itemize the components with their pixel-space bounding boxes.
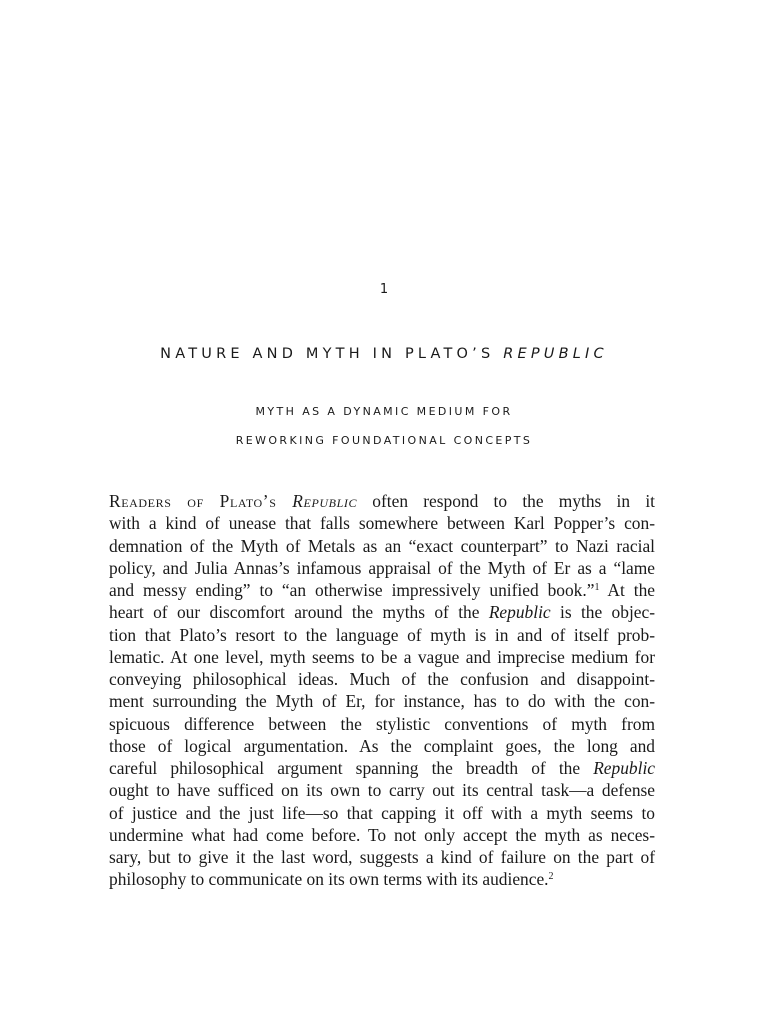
paragraph-line: of justice and the just life—so that capping it off with a myth seems to [109,802,655,823]
footnote-marker: 2 [548,871,554,883]
paragraph-line: conveying philosophical ideas. Much of the confusion and disappoint- [109,669,655,689]
chapter-title [0,344,768,364]
paragraph-line: those of logical argumentation. As the complaint goes, the long and [109,735,655,756]
paragraph-line: with a kind of unease that falls somewhere between Karl Popper’s con- [109,513,655,534]
italic-text: Republic [593,758,655,778]
paragraph-line: undermine what had come before. To not only accept the myth as neces- [109,824,655,845]
paragraph-line [109,868,655,890]
footnote-marker: 1 [594,582,600,593]
body-paragraph [109,490,655,891]
opening-smallcaps-italic: Republic [292,491,358,511]
paragraph-line [109,490,655,512]
line-text: often respond to the myths in it [357,491,655,511]
paragraph-line: policy, and Julia Annas’s infamous appraisal of the Myth of Er as a “lame [109,557,655,578]
paragraph-line: ment surrounding the Myth of Er, for instance, has to do with the con- [109,691,655,712]
line-text: philosophy to communicate on its own terms with its audience. [109,869,549,890]
paragraph-line: spicuous difference between the stylistic conventions of myth from [109,713,655,734]
chapter-title-italic: REPUBLIC [503,346,608,362]
paragraph-line: tion that Plato’s resort to the language of myth is in and of itself prob- [109,624,655,645]
chapter-number: 1 [379,282,389,297]
line-text: heart of our discomfort around the myths of the [109,602,489,623]
line-text: At the [599,580,655,600]
line-text: and messy ending” to “an otherwise impressively unified book.” [109,580,595,600]
chapter-subtitle-line-2: REWORKING FOUNDATIONAL CONCEPTS [235,434,533,447]
paragraph-line: ought to have sufficed on its own to carry out its central task—a defense [109,780,655,801]
chapter-subtitle-line-1: MYTH AS A DYNAMIC MEDIUM FOR [255,405,513,418]
opening-smallcaps: Readers of Plato’s [109,491,293,511]
paragraph-line: lematic. At one level, myth seems to be a vague and imprecise medium for [109,646,655,667]
line-text: careful philosophical argument spanning the breadth of the [109,758,594,778]
paragraph-line [109,601,655,623]
paragraph-line [109,579,655,601]
paragraph-line: demnation of the Myth of Metals as an “exact counterpart” to Nazi racial [109,535,655,556]
line-text: is the objec- [550,602,656,623]
paragraph-line [109,757,655,779]
chapter-title-text: NATURE AND MYTH IN PLATO’S [160,346,504,362]
paragraph-line: sary, but to give it the last word, suggests a kind of failure on the part of [109,847,655,867]
italic-text: Republic [488,602,551,623]
